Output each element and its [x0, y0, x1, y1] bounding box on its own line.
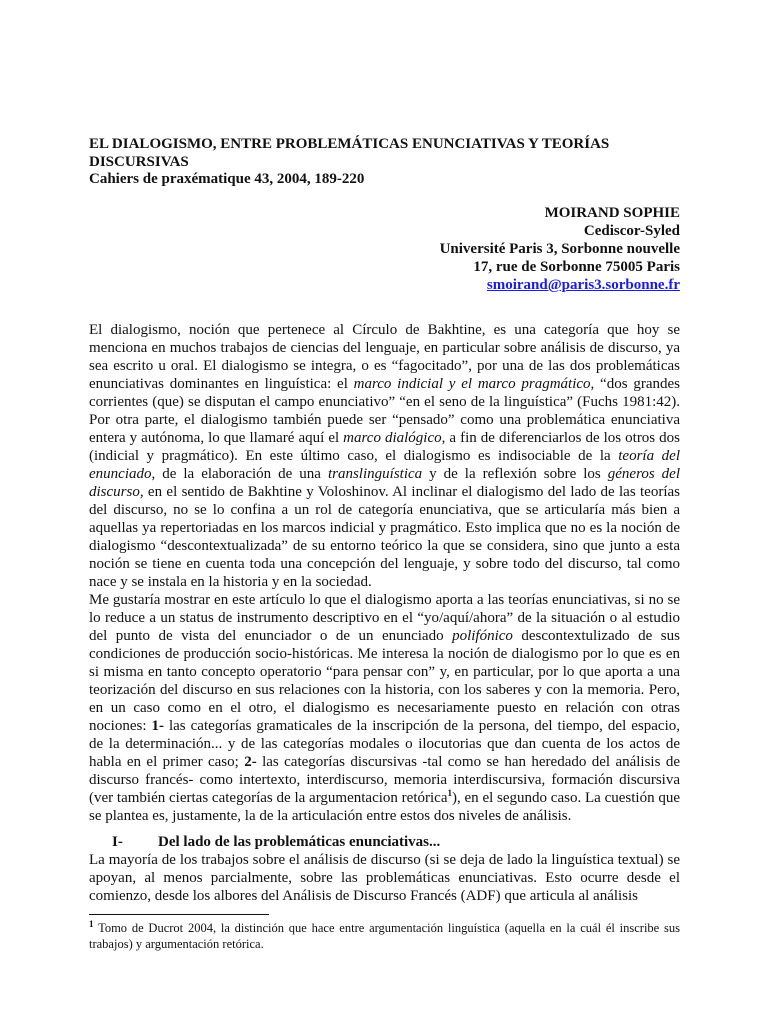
- author-block: [440, 204, 680, 294]
- article-title-line-2: DISCURSIVAS: [89, 153, 189, 170]
- section-number: I-: [112, 834, 123, 850]
- footnote-mark: 1: [89, 918, 94, 929]
- footnote-divider: [89, 914, 269, 915]
- author-university: Université Paris 3, Sorbonne nouvelle: [439, 241, 680, 257]
- paragraph-2: Me gustaría mostrar en este artículo lo que el dialogismo aporta a las teorías enunciativas, si no se lo reduce a un status de instrumento descriptivo en el “yo/aquí/ahora” de la situación o al estudio del punto de vista del enunciador o de un enunciado polifónico descontextulizado de sus condiciones de producción socio-históricas. Me interesa la noción de dialogismo por lo que es en si misma en tanto concepto operatorio “para pensar con” y, en particular, por lo que aporta a una teorización del discurso en sus relaciones con la historia, con los saberes y con la memoria. Pero, en un caso como en el otro, el dialogismo es necesariamente puesto en relación con otras nociones: 1- las categorías gramaticales de la inscripción de la persona, del tiempo, del espacio, de la determinación... y de las categorías modales o ilocutorias que dan cuenta de los actos de habla en el primer caso; 2- las categorías discursivas -tal como se han heredado del análisis de discurso francés- como intertexto, interdiscurso, memoria interdiscursiva, formación discursiva (ver también ciertas categorías de la argumentacion retórica$^1$), en el segundo caso. La cuestión que se plantea es, justamente, la de la articulación entre estos dos niveles de análisis.: [89, 592, 681, 824]
- body-text: [89, 321, 680, 905]
- paragraph-1: El dialogismo, noción que pertenece al Círculo de Bakhtine, es una categoría que hoy se menciona en muchos trabajos de ciencias del lenguaje, en particular sobre análisis de discurso, ya sea escrito u oral. El dialogismo se integra, o es “fagocitado”, por una de las dos problemáticas enunciativas dominantes en linguística: el marco indicial y el marco pragmático, “dos grandes corrientes (que) se disputan el campo enunciativo” “en el seno de la linguística” (Fuchs 1981:42). Por otra parte, el dialogismo también puede ser “pensado” como una problemática enunciativa entera y autónoma, lo que llamaré aquí el marco dialógico, a fin de diferenciarlos de los otros dos (indicial y pragmático). En este último caso, el dialogismo es indisociable de la teoría del enunciado, de la elaboración de una translinguística y de la reflexión sobre los géneros del discurso, en el sentido de Bakhtine y Voloshinov. Al inclinar el dialogismo del lado de las teorías del discurso, no se lo confina a un rol de categoría enunciativa, que se articularía más bien a aquellas ya repertoriadas en los marcos indicial y pragmático. Esto implica que no es la noción de dialogismo “descontextualizada” de su entorno teórico la que se considera, sino que junto a esta noción se tiene en cuenta toda una concepción del lenguaje, y sobre todo del discurso, tal como nace y se instala en la historia y en la sociedad.: [89, 322, 681, 590]
- footnote-text: Tomo de Ducrot 2004, la distinción que hace entre argumentación linguística (aquella en la cuál él inscribe sus trabajos) y argumentación retórica.: [89, 921, 680, 951]
- author-address: 17, rue de Sorbonne 75005 Paris: [473, 259, 680, 275]
- footnote: [89, 918, 680, 952]
- paragraph-3: La mayoría de los trabajos sobre el análisis de discurso (si se deja de lado la linguística textual) se apoyan, al menos parcialmente, sobre las problemáticas enunciativas. Esto ocurre desde el comienzo, desde los albores del Análisis de Discurso Francés (ADF) que articula al análisis: [89, 852, 680, 904]
- section-heading: [89, 833, 680, 851]
- citation: Cahiers de praxématique 43, 2004, 189-220: [89, 171, 365, 187]
- author-email-link[interactable]: smoirand@paris3.sorbonne.fr: [486, 277, 680, 293]
- section-title: Del lado de las problemáticas enunciativas...: [158, 834, 441, 850]
- footnote-reference[interactable]: 1: [447, 788, 452, 798]
- author-name: MOIRAND SOPHIE: [544, 205, 680, 221]
- author-lab: Cediscor-Syled: [583, 223, 680, 239]
- article-title-line-1: EL DIALOGISMO, ENTRE PROBLEMÁTICAS ENUNCIATIVAS Y TEORÍAS: [89, 136, 610, 152]
- title-block: [89, 136, 689, 189]
